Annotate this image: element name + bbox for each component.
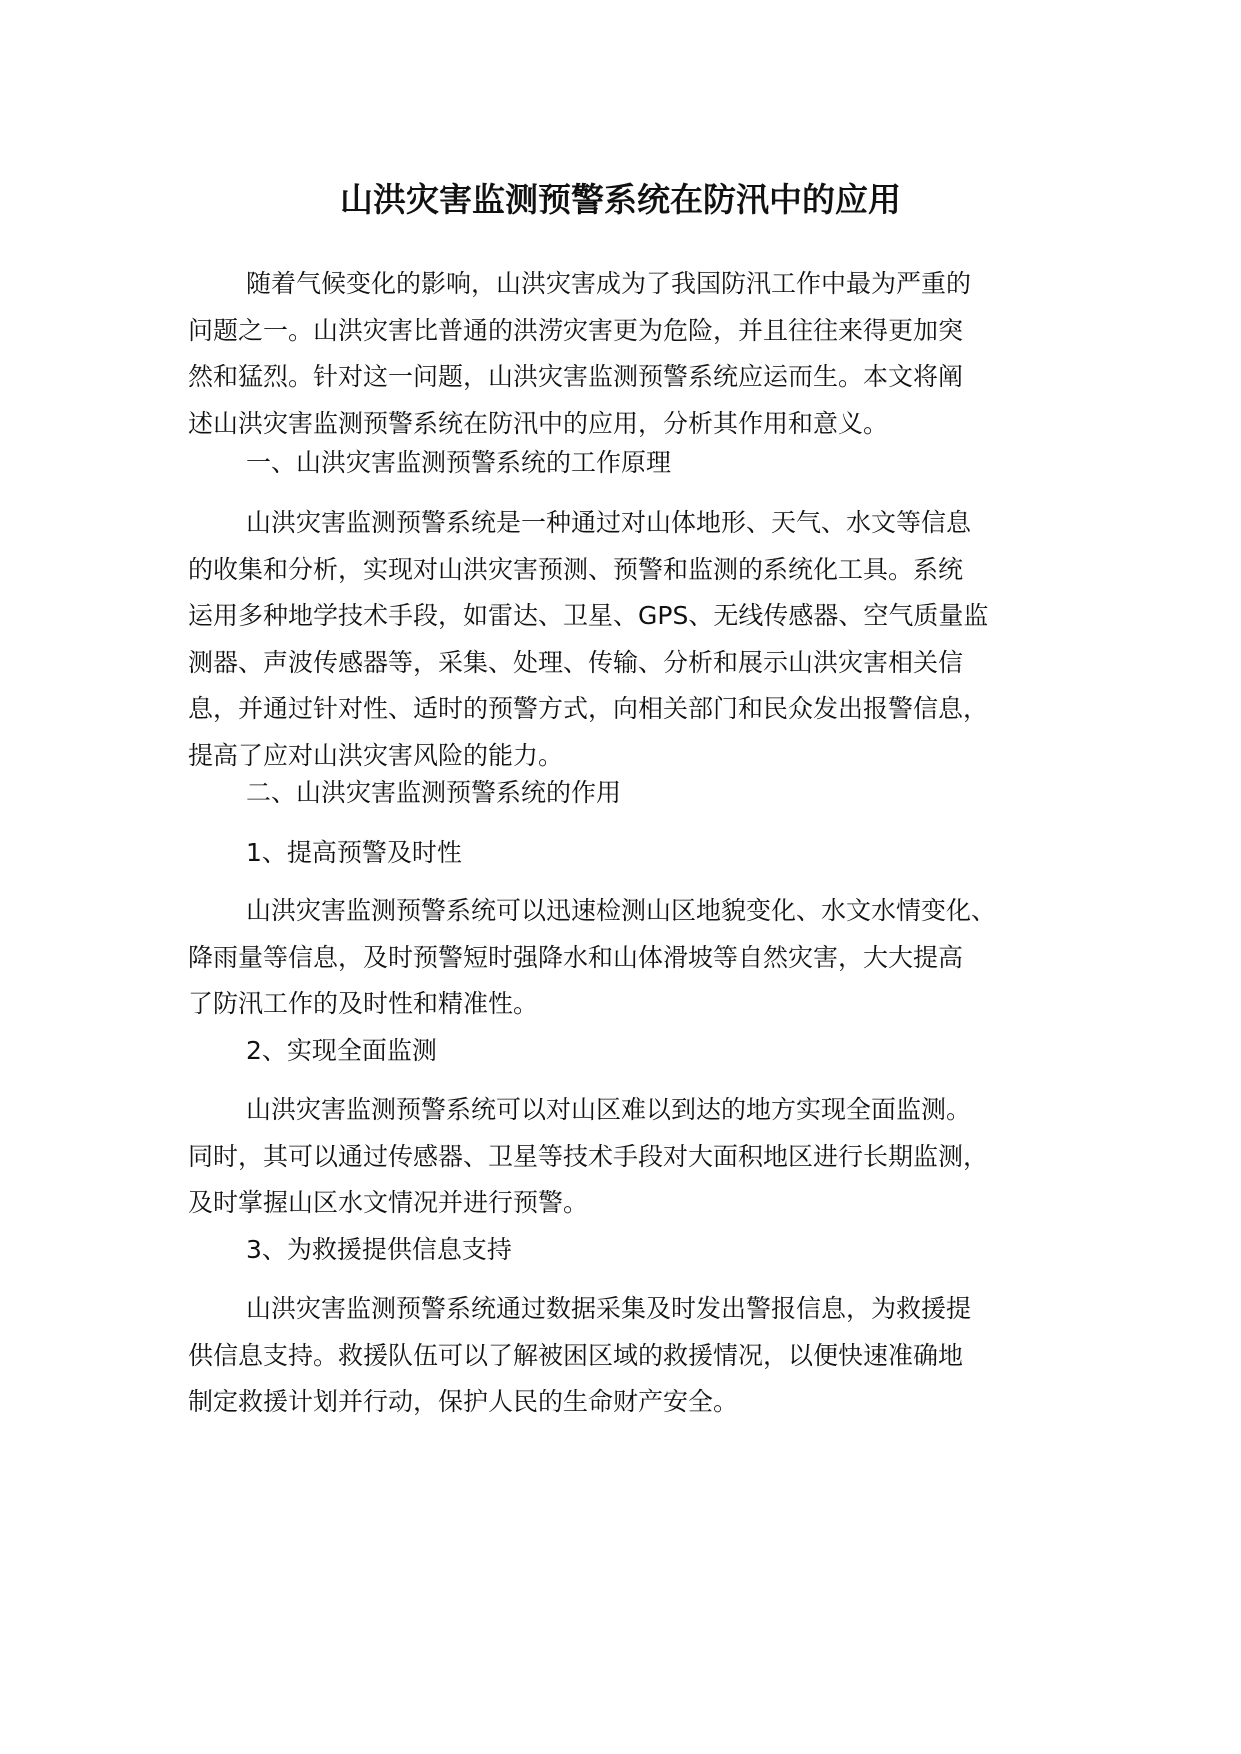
subsection-heading: 2、实现全面监测	[246, 1036, 437, 1065]
paragraph-line: 山洪灾害监测预警系统通过数据采集及时发出警报信息，为救援提	[246, 1294, 972, 1323]
subsection-heading: 3、为救援提供信息支持	[246, 1235, 512, 1264]
paragraph-line: 山洪灾害监测预警系统可以对山区难以到达的地方实现全面监测。	[246, 1095, 972, 1124]
paragraph-line: 述山洪灾害监测预警系统在防汛中的应用，分析其作用和意义。	[188, 408, 889, 438]
paragraph-line: 同时，其可以通过传感器、卫星等技术手段对大面积地区进行长期监测，	[188, 1141, 989, 1171]
paragraph-line: 供信息支持。救援队伍可以了解被困区域的救援情况，以便快速准确地	[188, 1340, 964, 1370]
paragraph-principle	[188, 500, 1088, 779]
paragraph-line: 了防汛工作的及时性和精准性。	[188, 989, 539, 1018]
subsection-heading-timeliness	[188, 830, 1088, 877]
paragraph-line: 提高了应对山洪灾害风险的能力。	[188, 740, 564, 770]
paragraph-line: 随着气候变化的影响，山洪灾害成为了我国防汛工作中最为严重的	[246, 269, 972, 298]
paragraph-line: 然和猛烈。针对这一问题，山洪灾害监测预警系统应运而生。本文将阐	[188, 362, 964, 391]
paragraph-timeliness	[188, 888, 1088, 1028]
paragraph-line: 及时掌握山区水文情况并进行预警。	[188, 1188, 589, 1217]
section-heading: 一、山洪灾害监测预警系统的工作原理	[246, 448, 672, 477]
section-heading: 二、山洪灾害监测预警系统的作用	[246, 778, 622, 807]
paragraph-line: 制定救援计划并行动，保护人民的生命财产安全。	[188, 1387, 739, 1416]
paragraph-line: 问题之一。山洪灾害比普通的洪涝灾害更为危险，并且往往来得更加突	[188, 315, 964, 345]
subsection-heading-monitoring	[188, 1028, 1088, 1075]
paragraph-monitoring	[188, 1087, 1088, 1227]
paragraph-intro	[188, 261, 1088, 447]
section-heading-function	[188, 770, 1088, 817]
paragraph-rescue	[188, 1286, 1088, 1426]
paragraph-line: 息，并通过针对性、适时的预警方式，向相关部门和民众发出报警信息，	[188, 694, 989, 723]
paragraph-line: 测器、声波传感器等，采集、处理、传输、分析和展示山洪灾害相关信	[188, 647, 964, 677]
document-title: 山洪灾害监测预警系统在防汛中的应用	[340, 180, 901, 219]
paragraph-line: 山洪灾害监测预警系统是一种通过对山体地形、天气、水文等信息	[246, 508, 972, 537]
paragraph-line: 的收集和分析，实现对山洪灾害预测、预警和监测的系统化工具。系统	[188, 554, 964, 584]
paragraph-line: 山洪灾害监测预警系统可以迅速检测山区地貌变化、水文水情变化、	[246, 896, 997, 925]
subsection-heading: 1、提高预警及时性	[246, 838, 462, 867]
subsection-heading-rescue	[188, 1227, 1088, 1274]
section-heading-principle	[188, 440, 1088, 487]
paragraph-line: 降雨量等信息，及时预警短时强降水和山体滑坡等自然灾害，大大提高	[188, 942, 964, 972]
paragraph-line: 运用多种地学技术手段，如雷达、卫星、GPS、无线传感器、空气质量监	[188, 601, 989, 630]
